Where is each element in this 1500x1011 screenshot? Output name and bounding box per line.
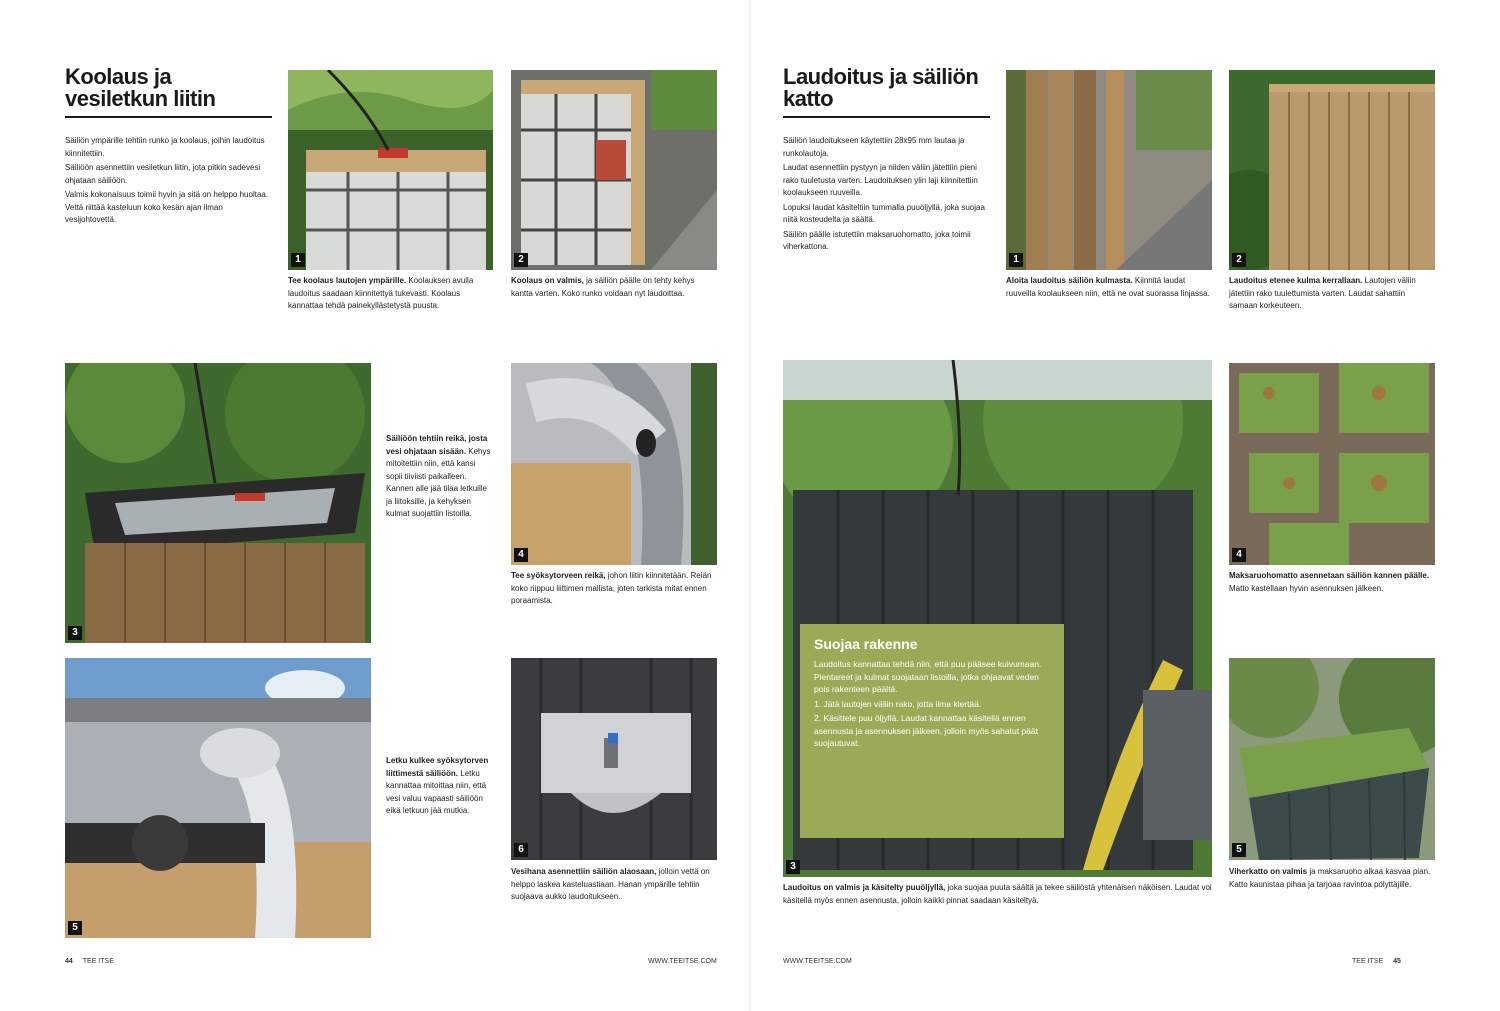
caption-text: ja maksaruoho alkaa kasvaa pian. Katto kaunistaa pihaa ja tarjoaa ravintoa pölyttäjille. [1229,867,1431,889]
sedum-mat-image [1229,363,1435,565]
caption-bold: Aloita laudoitus säiliön kulmasta. [1006,276,1133,285]
caption-4 [511,570,717,608]
photo-number: 4 [1232,548,1246,562]
intro-paragraph: Valmis kokonaisuus toimii hyvin ja sitä on helppo huoltaa. Vettä riittää kasteluun koko kesän ajan ilman vesijohtovettä. [65,190,269,224]
photo-boarding-done [1229,70,1435,270]
caption-1 [288,275,493,313]
caption-bold: Maksaruohomatto asennetaan säiliön kannen päälle. [1229,571,1430,580]
left-page-heading: Koolaus ja vesiletkun liitin [65,64,216,111]
caption-bold: Tee syöksytorveen reikä, [511,571,606,580]
intro-paragraph: Säiliöön asennettiin vesiletkun liitin, jota pitkin sadevesi ohjataan säiliöön. [65,163,261,185]
magazine-name: TEE ITSE [1352,958,1384,965]
photo-number: 2 [1232,253,1246,267]
caption-text: ja säiliön päälle on tehty kehys kantta varten. Koko runko voidaan nyt laudoittaa. [511,276,695,298]
page-gutter [748,0,752,1011]
info-box-paragraph: Laudoitus kannattaa tehdä niin, että puu pääsee kuivumaan. Pientareet ja kulmat suojataan listoilla, jotka ohjaavat veden pois rakenteen päältä. [814,659,1042,694]
photo-boards-corner [1006,70,1212,270]
caption-5 [386,755,493,818]
right-footer-page [1352,958,1401,965]
photo-number: 2 [514,253,528,267]
gutter-connector-image [65,658,371,938]
heading-rule [65,116,272,118]
right-heading-block [783,66,990,118]
frame-side-image [511,70,717,270]
caption-bold: Vesihana asennettiin säiliön alaosaan, [511,867,657,876]
left-intro-text [65,135,272,229]
info-box-title: Suojaa rakenne [814,636,918,652]
right-page-heading: Laudoitus ja säiliön katto [783,64,979,111]
photo-lid-frame [65,363,371,643]
intro-paragraph: Säiliön ympärille tehtiin runko ja koolaus, joihin laudoitus kiinnitettiin. [65,136,265,158]
boarding-done-image [1229,70,1435,270]
right-footer-site: WWW.TEEITSE.COM [783,958,852,965]
info-box-paragraph: 1. Jätä lautojen väliin rako, jotta ilma kiertää. [814,698,982,709]
caption-text: johon liitin kiinnitetään. Reiän koko riippuu liittimen mallista, joten tarkista mitat ennen poraamista. [511,571,712,605]
page-number: 45 [1393,958,1401,965]
caption-r2 [1229,275,1435,313]
info-box-paragraph: 2. Käsittele puu öljyllä. Laudat kannattaa käsitellä ennen asennusta ja asennuksen jälkeen, jolloin myös sahatut päät suojautuvat. [814,713,1038,748]
frame-tank-image [288,70,493,270]
photo-downspout [511,363,717,565]
caption-2 [511,275,717,300]
photo-number: 5 [68,921,82,935]
caption-text: Kehys mitoitettiin niin, että kansi sopii tiiviisti paikalleen. Kannen alle jää tilaa letkuille ja liitoksille, ja kehyksen kulmat suojattiin listoilla. [386,446,491,518]
caption-bold: Säiliöön tehtiin reikä, josta vesi ohjataan sisään. [386,434,488,456]
caption-text: joka suojaa puuta säältä ja tekee säiliöstä yhtenäisen näköisen. Laudat voi käsitellä myös ennen asennusta, jolloin kaikki pinnat saadaan käsiteltyä. [783,883,1212,905]
left-footer-page [65,958,114,965]
caption-3 [386,433,493,521]
caption-text: jolloin vettä on helppo laskea kasteluastiaan. Hanan ympärille tehtiin suojaava aukko laudoitukseen. [511,867,710,901]
heading-rule [783,116,990,118]
right-intro-text [783,135,990,256]
photo-number: 5 [1232,843,1246,857]
photo-water-tap [511,658,717,860]
caption-bold: Laudoitus etenee kulma kerrallaan. [1229,276,1363,285]
photo-gutter-connector [65,658,371,938]
photo-green-roof [1229,658,1435,860]
intro-paragraph: Säiliön päälle istutettiin maksaruohomatto, joka toimii viherkattona. [783,229,971,251]
photo-number: 3 [786,860,800,874]
caption-text: Koolauksen avulla laudoitus saadaan kiinnitettyä tukevasti. Koolaus kannattaa tehdä painekyllästetystä puusta. [288,276,474,310]
caption-6 [511,866,717,904]
caption-bold: Tee koolaus lautojen ympärille. [288,276,407,285]
caption-r5 [1229,866,1435,891]
page-number: 44 [65,958,73,965]
magazine-name: TEE ITSE [82,958,114,965]
photo-number: 3 [68,626,82,640]
lid-frame-image [65,363,371,643]
green-roof-image [1229,658,1435,860]
caption-bold: Laudoitus on valmis ja käsitelty puuöljyllä, [783,883,946,892]
left-footer-site: WWW.TEEITSE.COM [648,958,717,965]
photo-sedum-mat [1229,363,1435,565]
water-tap-image [511,658,717,860]
photo-number: 4 [514,548,528,562]
photo-frame-side [511,70,717,270]
photo-number: 1 [291,253,305,267]
downspout-image [511,363,717,565]
photo-number: 1 [1009,253,1023,267]
caption-text: Letku kannattaa mitoittaa niin, että vesi valuu vapaasti säiliöön eikä letkuun jää mutkia. [386,768,487,815]
photo-frame-tank [288,70,493,270]
intro-paragraph: Laudat asennettiin pystyyn ja niiden väliin jätettiin pieni rako tuuletusta varten. Laudoituksen ylin laji kiinnitettiin koolaukseen ruuveilla. [783,163,978,197]
caption-text: Kiinnitä laudat ruuveilla koolaukseen niin, että ne ovat suorassa linjassa. [1006,276,1210,298]
caption-bold: Letku kulkee syöksytorven liittimestä säiliöön. [386,756,489,778]
caption-text: Matto kastellaan hyvin asennuksen jälkeen. [1229,583,1384,593]
intro-paragraph: Säiliön laudoitukseen käytettiin 28x95 mm lautaa ja runkolautoja. [783,136,965,158]
caption-bold: Koolaus on valmis, [511,276,584,285]
photo-number: 6 [514,843,528,857]
boards-corner-image [1006,70,1212,270]
caption-r4 [1229,570,1435,595]
caption-bold: Viherkatto on valmis [1229,867,1308,876]
left-heading-block [65,66,272,118]
intro-paragraph: Lopuksi laudat käsiteltiin tummalla puuöljyllä, joka suojaa niitä kosteudelta ja säältä. [783,202,985,224]
caption-text: Lautojen väliin jätettiin rako tuulettumista varten. Laudat sahattiin samaan korkeuteen. [1229,276,1416,310]
info-box [800,624,1064,838]
caption-r1 [1006,275,1212,300]
caption-r3 [783,882,1212,907]
